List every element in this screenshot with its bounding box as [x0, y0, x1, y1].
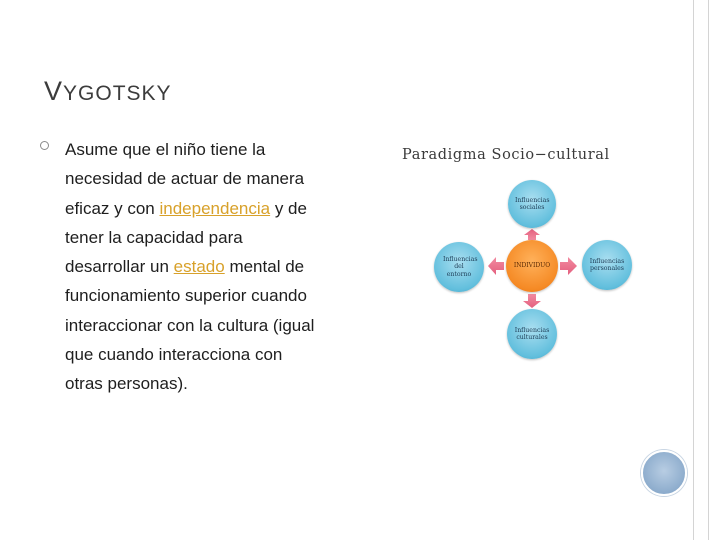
- arrow-down: [523, 294, 541, 308]
- node-individuo: INDIVIDUO: [506, 240, 558, 292]
- bullet-line: interaccionar con la cultura (igual: [65, 315, 315, 335]
- bullet-line: que cuando interacciona con: [65, 345, 283, 365]
- node-influencias-sociales: Influencias sociales: [508, 180, 556, 228]
- title-rest: YGOTSKY: [63, 82, 172, 105]
- independencia-link[interactable]: independencia: [159, 198, 271, 218]
- bullet-line: necesidad de actuar de manera: [65, 169, 305, 189]
- arrow-up: [524, 229, 540, 240]
- paradigm-diagram: [396, 144, 666, 364]
- diagram-title: Paradigma Socio−cultural: [402, 147, 610, 163]
- arrow-right: [560, 257, 577, 275]
- decorative-line: [693, 0, 694, 540]
- decorative-circle: [641, 450, 687, 496]
- node-influencias-personales: Influencias personales: [582, 240, 632, 290]
- arrow-left: [488, 257, 504, 275]
- bullet-text: [65, 135, 365, 399]
- bullet-line: eficaz y con independencia y de: [65, 198, 307, 218]
- title-first-letter: V: [44, 76, 64, 106]
- bullet-line: funcionamiento superior cuando: [65, 286, 307, 306]
- bullet-line: otras personas).: [65, 374, 188, 394]
- bullet-line: tener la capacidad para: [65, 227, 243, 247]
- estado-link[interactable]: estado: [173, 257, 225, 277]
- slide-title: [44, 76, 172, 107]
- node-influencias-entorno: Influencias del entorno: [434, 242, 484, 292]
- bullet-line: Asume que el niño tiene la: [65, 140, 266, 159]
- node-influencias-culturales: Influencias culturales: [507, 309, 557, 359]
- decorative-line: [708, 0, 709, 540]
- bullet-line: desarrollar un estado mental de: [65, 257, 305, 277]
- bullet-circle-icon: [40, 141, 49, 150]
